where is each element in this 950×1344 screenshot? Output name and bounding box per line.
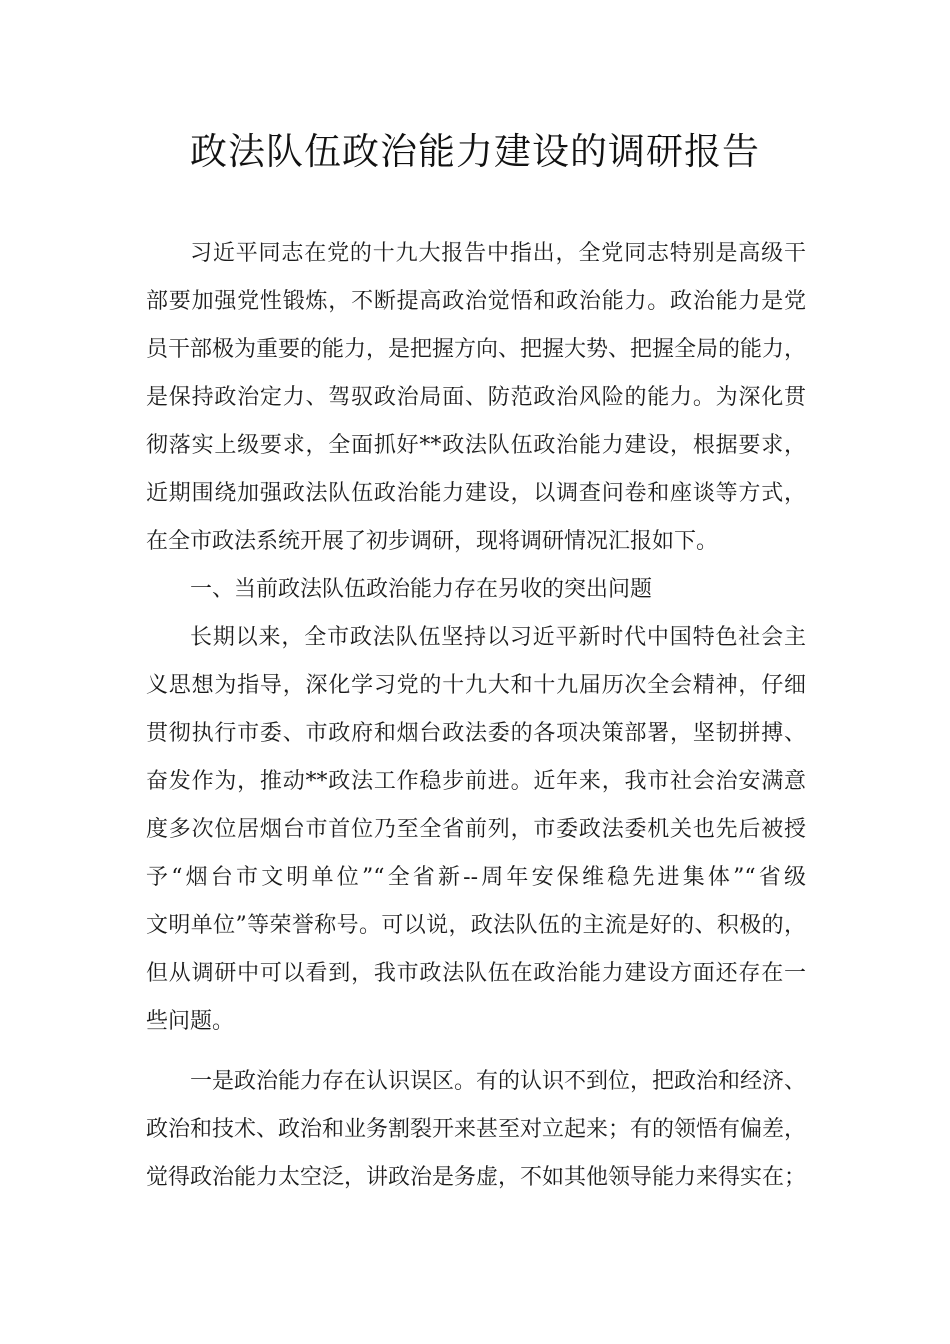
paragraph-2-line: 义思想为指导，深化学习党的十九大和十九届历次全会精神，仔细 bbox=[146, 673, 806, 698]
paragraph-2-line: 长期以来，全市政法队伍坚持以习近平新时代中国特色社会主 bbox=[190, 625, 806, 650]
document-title: 政法队伍政治能力建设的调研报告 bbox=[190, 130, 760, 173]
paragraph-1-line: 彻落实上级要求，全面抓好**政法队伍政治能力建设，根据要求， bbox=[146, 433, 806, 458]
paragraph-spacer bbox=[146, 1046, 806, 1058]
paragraph-2-line: 度多次位居烟台市首位乃至全省前列，市委政法委机关也先后被授 bbox=[146, 817, 806, 842]
paragraph-1-line: 习近平同志在党的十九大报告中指出，全党同志特别是高级干 bbox=[190, 241, 806, 266]
paragraph-2-line: 奋发作为，推动**政法工作稳步前进。近年来，我市社会治安满意 bbox=[146, 769, 806, 794]
paragraph-3-line: 政治和技术、政治和业务割裂开来甚至对立起来；有的领悟有偏差， bbox=[146, 1117, 807, 1142]
paragraph-2-line: 贯彻执行市委、市政府和烟台政法委的各项决策部署，坚韧拼搏、 bbox=[146, 721, 806, 746]
paragraph-3-line: 一是政治能力存在认识误区。有的认识不到位，把政治和经济、 bbox=[190, 1069, 807, 1094]
paragraph-1-line: 部要加强党性锻炼，不断提高政治觉悟和政治能力。政治能力是党 bbox=[146, 289, 806, 314]
paragraph-2-line: 但从调研中可以看到，我市政法队伍在政治能力建设方面还存在一 bbox=[146, 961, 806, 986]
section-heading: 一、当前政法队伍政治能力存在另收的突出问题 bbox=[190, 577, 653, 602]
paragraph-1-line: 员干部极为重要的能力，是把握方向、把握大势、把握全局的能力， bbox=[146, 337, 807, 362]
paragraph-2-line: 予“烟台市文明单位”“全省新--周年安保维稳先进集体”“省级 bbox=[146, 865, 806, 890]
paragraph-2-line: 文明单位”等荣誉称号。可以说，政法队伍的主流是好的、积极的， bbox=[146, 913, 806, 938]
document-body bbox=[146, 230, 806, 1202]
paragraph-1-line: 是保持政治定力、驾驭政治局面、防范政治风险的能力。为深化贯 bbox=[146, 385, 806, 410]
paragraph-3-line: 觉得政治能力太空泛，讲政治是务虚，不如其他领导能力来得实在； bbox=[146, 1165, 807, 1190]
paragraph-2-line: 些问题。 bbox=[146, 1009, 235, 1034]
paragraph-1-line: 在全市政法系统开展了初步调研，现将调研情况汇报如下。 bbox=[146, 529, 719, 554]
paragraph-1-line: 近期围绕加强政法队伍政治能力建设，以调查问卷和座谈等方式， bbox=[146, 481, 806, 506]
